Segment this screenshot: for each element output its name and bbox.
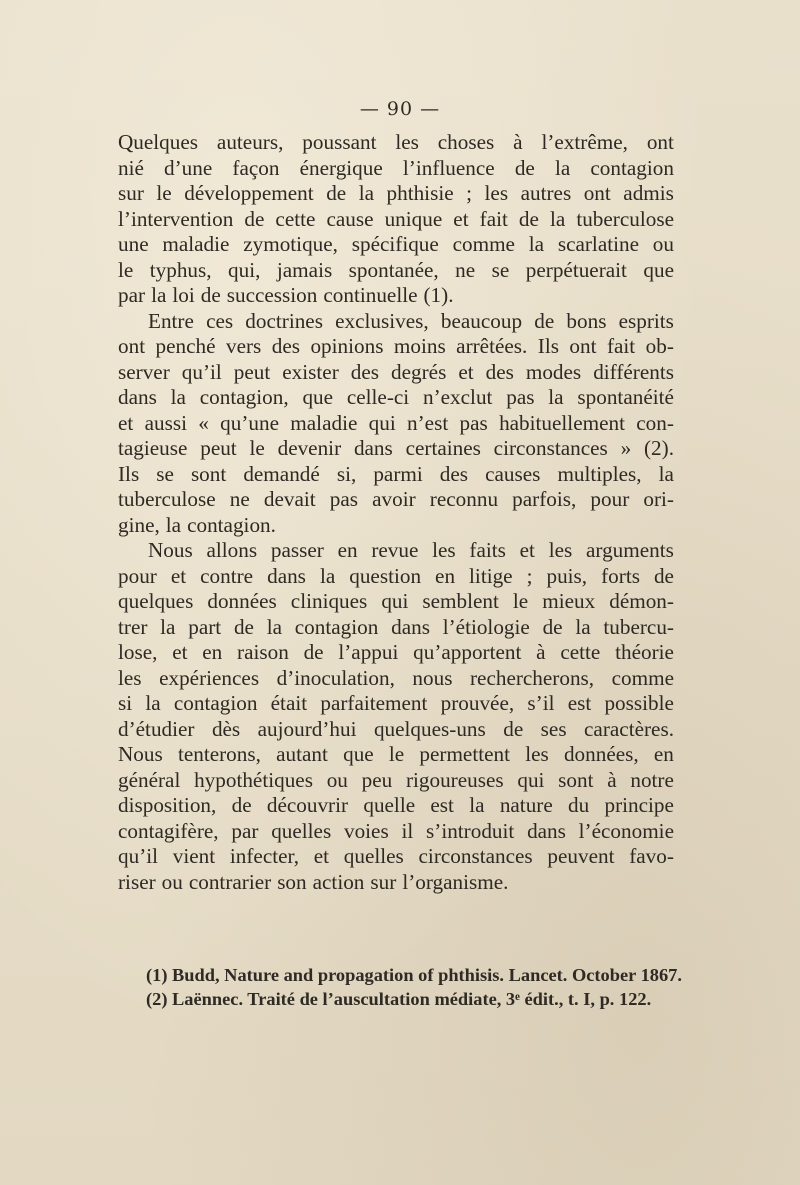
paragraph xyxy=(118,538,674,895)
text-line: tagieuse peut le devenir dans certaines circonstances » (2). xyxy=(118,436,674,460)
footnotes xyxy=(146,963,686,1011)
text-line: ont penché vers des opinions moins arrêtées. Ils ont fait ob- xyxy=(118,334,674,358)
text-line: disposition, de découvrir quelle est la nature du principe xyxy=(118,793,674,817)
footnote-1: (1) Budd, Nature and propagation of phthisis. Lancet. October 1867. xyxy=(146,965,682,985)
text-line: et aussi « qu’une maladie qui n’est pas habituellement con- xyxy=(118,410,674,435)
text-line: server qu’il peut exister des degrés et des modes différents xyxy=(118,359,674,384)
text-line: quelques données cliniques qui semblent le mieux démon- xyxy=(118,589,674,613)
text-line: contagifère, par quelles voies il s’introduit dans l’économie xyxy=(118,818,674,843)
text-line: qu’il vient infecter, et quelles circonstances peuvent favo- xyxy=(118,844,674,868)
text-line: Quelques auteurs, poussant les choses à l’extrême, ont xyxy=(118,130,674,154)
text-line: trer la part de la contagion dans l’étiologie de la tubercu- xyxy=(118,614,674,639)
text-line: une maladie zymotique, spécifique comme la scarlatine ou xyxy=(118,232,674,256)
text-line: pour et contre dans la question en litige ; puis, forts de xyxy=(118,563,674,588)
text-line: les expériences d’inoculation, nous rechercherons, comme xyxy=(118,665,674,690)
text-line: d’étudier dès aujourd’hui quelques-uns de ses caractères. xyxy=(118,716,674,741)
body-text xyxy=(118,130,674,895)
text-line: lose, et en raison de l’appui qu’apportent à cette théorie xyxy=(118,640,674,664)
text-line: par la loi de succession continuelle (1). xyxy=(118,283,454,307)
text-line: dans la contagion, que celle-ci n’exclut pas la spontanéité xyxy=(118,385,674,409)
paragraph xyxy=(118,130,674,309)
page-number: — 90 — xyxy=(359,98,441,120)
text-line: Nous tenterons, autant que le permettent les données, en xyxy=(118,742,674,766)
text-line: gine, la contagion. xyxy=(118,512,276,537)
text-line: sur le développement de la phthisie ; les autres ont admis xyxy=(118,181,674,205)
text-line: tuberculose ne devait pas avoir reconnu parfois, pour ori- xyxy=(118,487,674,511)
text-line: Nous allons passer en revue les faits et les arguments xyxy=(148,538,674,562)
paragraph xyxy=(118,309,674,539)
text-line: général hypothétiques ou peu rigoureuses qui sont à notre xyxy=(118,767,674,792)
text-line: l’intervention de cette cause unique et fait de la tuberculose xyxy=(118,206,674,231)
text-line: Ils se sont demandé si, parmi des causes multiples, la xyxy=(118,461,674,486)
text-line: le typhus, qui, jamais spontanée, ne se perpétuerait que xyxy=(118,257,674,282)
text-line: si la contagion était parfaitement prouvée, s’il est possible xyxy=(118,691,674,715)
text-line: Entre ces doctrines exclusives, beaucoup de bons esprits xyxy=(148,308,674,333)
text-line: nié d’une façon énergique l’influence de la contagion xyxy=(118,155,674,180)
footnote-2: (2) Laënnec. Traité de l’auscultation médiate, 3ᵉ édit., t. I, p. 122. xyxy=(146,989,652,1009)
text-line: riser ou contrarier son action sur l’organisme. xyxy=(118,869,509,894)
